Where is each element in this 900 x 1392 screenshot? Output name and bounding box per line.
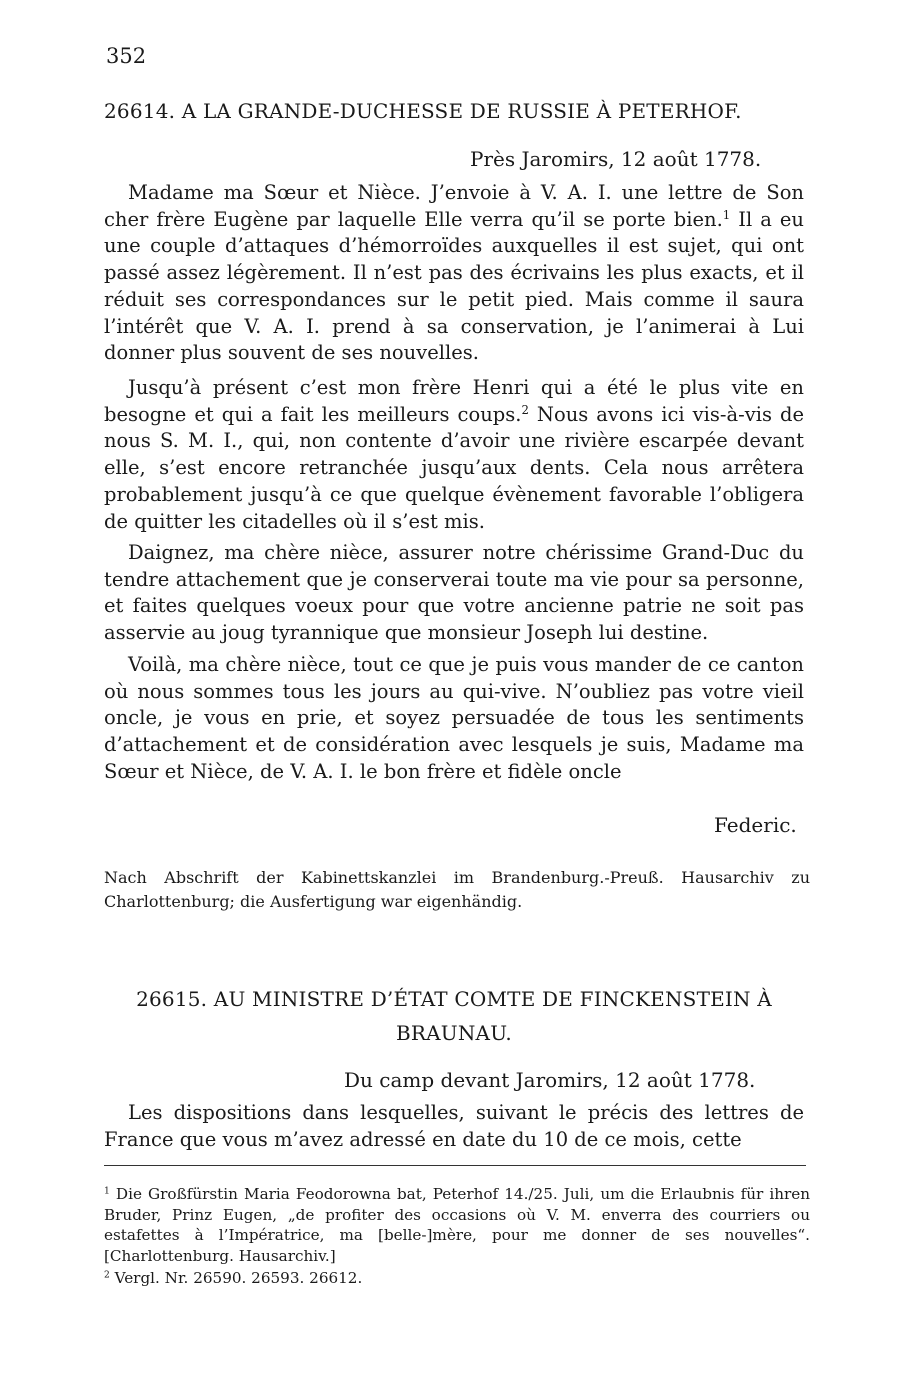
footnote-marker: 1 [104, 1186, 110, 1197]
letter-dateline: Près Jaromirs, 12 août 1778. [470, 147, 762, 171]
heading-line: 26615. AU MINISTRE D’ÉTAT COMTE DE FINCKENSTEIN À [136, 987, 772, 1011]
paragraph-text: Jusqu’à présent c’est mon frère Henri qui a été le plus vite en besogne et qui a fait les meilleurs coups. [104, 376, 804, 426]
letter-paragraph [104, 1100, 804, 1153]
paragraph-text: Nous avons ici vis-à-vis de nous S. M. I., qui, non contente d’avoir une rivière escarpée devant elle, s’est encore retranchée jusqu’aux dents. Cela nous arrêtera probablement jusqu’à ce que quelque évènement favorable l’obligera de quitter les citadelles où il s’est mis. [104, 402, 804, 533]
letter-heading: 26614. A LA GRANDE-DUCHESSE DE RUSSIE À PETERHOF. [104, 99, 742, 123]
footnote [104, 1268, 810, 1289]
letter-paragraph [104, 540, 804, 647]
footnote-text: Die Großfürstin Maria Feodorowna bat, Peterhof 14./25. Juli, um die Erlaubnis für ihren Bruder, Prinz Eugen, „de profiter des occasions où V. M. enverra des courriers ou estafettes à l’Impératrice, ma [belle-]mère, pour me donner de ses nouvelles“. [Charlottenburg. Hausarchiv.] [104, 1185, 811, 1265]
paragraph-text: Il a eu une couple d’attaques d’hémorroïdes auxquelles il est sujet, qui ont passé assez légèrement. Il n’est pas des écrivains les plus exacts, et il réduit ses correspondances sur le petit pied. Mais comme il saura l’intérêt que V. A. I. prend à sa conservation, je l’animerai à Lui donner plus souvent de ses nouvelles. [104, 207, 804, 365]
letter-paragraph [104, 652, 804, 786]
paragraph-text: Voilà, ma chère nièce, tout ce que je puis vous mander de ce canton où nous sommes tous les jours au qui-vive. N’oubliez pas votre vieil oncle, je vous en prie, et soyez persuadée de tous les sentiments d’attachement et de considération avec lesquels je suis, Madame ma Sœur et Nièce, de V. A. I. le bon frère et fidèle oncle [104, 653, 804, 783]
footnote-ref: 2 [521, 402, 529, 417]
footnote [104, 1184, 810, 1266]
footnote-divider [104, 1165, 806, 1166]
signature: Federic. [714, 813, 797, 837]
letter-paragraph [104, 180, 804, 367]
paragraph-text: Daignez, ma chère nièce, assurer notre chérissime Grand-Duc du tendre attachement que je conserverai toute ma vie pour sa personne, et faites quelques voeux pour que votre ancienne patrie ne soit pas asservie au joug tyrannique que monsieur Joseph lui destine. [104, 541, 804, 645]
letter-paragraph [104, 375, 804, 535]
letter-heading [104, 982, 804, 1050]
paragraph-text: Les dispositions dans lesquelles, suivant le précis des lettres de France que vous m’avez adressé en date du 10 de ce mois, cette [104, 1101, 804, 1151]
paragraph-text: Madame ma Sœur et Nièce. J’envoie à V. A. I. une lettre de Son cher frère Eugène par laquelle Elle verra qu’il se porte bien. [104, 181, 804, 231]
footnote-text: Vergl. Nr. 26590. 26593. 26612. [114, 1269, 363, 1287]
page-number: 352 [106, 44, 147, 68]
footnote-marker: 2 [104, 1270, 110, 1281]
footnote-ref: 1 [722, 207, 731, 222]
archive-note: Nach Abschrift der Kabinettskanzlei im Brandenburg.-Preuß. Hausarchiv zu Charlottenburg; die Ausfertigung war eigenhändig. [104, 868, 810, 911]
letter-dateline: Du camp devant Jaromirs, 12 août 1778. [344, 1068, 756, 1092]
heading-line: BRAUNAU. [396, 1021, 512, 1045]
